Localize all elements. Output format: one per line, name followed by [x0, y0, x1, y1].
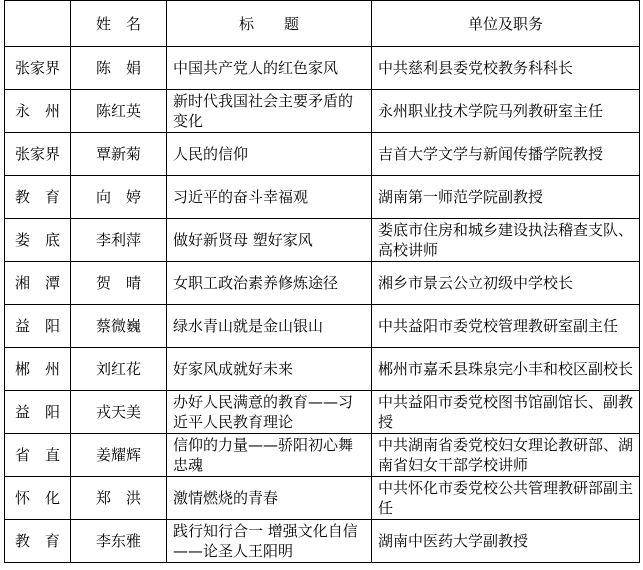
header-name: 姓 名 [71, 1, 167, 47]
cell-unit: 中共益阳市委党校图书馆副馆长、副教授 [372, 391, 640, 434]
lecturer-table [4, 0, 640, 563]
cell-title: 办好人民满意的教育——习近平人民教育理论 [167, 391, 372, 434]
table-row [5, 262, 640, 305]
cell-region: 郴 州 [5, 348, 71, 391]
cell-region: 永 州 [5, 90, 71, 133]
table-row [5, 133, 640, 176]
cell-name: 郑 洪 [71, 477, 167, 520]
cell-title: 激情燃烧的青春 [167, 477, 372, 520]
cell-unit: 中共湖南省委党校妇女理论教研部、湖南省妇女干部学校讲师 [372, 434, 640, 477]
table-row [5, 176, 640, 219]
cell-name: 贺 晴 [71, 262, 167, 305]
header-title: 标 题 [167, 1, 372, 47]
cell-region: 娄 底 [5, 219, 71, 262]
cell-region: 湘 潭 [5, 262, 71, 305]
cell-region: 益 阳 [5, 391, 71, 434]
table-row [5, 90, 640, 133]
header-unit: 单位及职务 [372, 1, 640, 47]
cell-unit: 湘乡市景云公立初级中学校长 [372, 262, 640, 305]
table-row [5, 434, 640, 477]
cell-region: 教 育 [5, 176, 71, 219]
cell-title: 新时代我国社会主要矛盾的变化 [167, 90, 372, 133]
cell-title: 绿水青山就是金山银山 [167, 305, 372, 348]
cell-unit: 娄底市住房和城乡建设执法稽查支队、高校讲师 [372, 219, 640, 262]
cell-title: 中国共产党人的红色家风 [167, 47, 372, 90]
cell-name: 刘红花 [71, 348, 167, 391]
cell-region: 益 阳 [5, 305, 71, 348]
cell-name: 向 婷 [71, 176, 167, 219]
cell-name: 姜耀辉 [71, 434, 167, 477]
table-row [5, 520, 640, 563]
cell-unit: 中共益阳市委党校管理教研室副主任 [372, 305, 640, 348]
cell-title: 信仰的力量——骄阳初心舞忠魂 [167, 434, 372, 477]
cell-unit: 永州职业技术学院马列教研室主任 [372, 90, 640, 133]
cell-region: 省 直 [5, 434, 71, 477]
cell-name: 李利萍 [71, 219, 167, 262]
cell-title: 女职工政治素养修炼途径 [167, 262, 372, 305]
header-region [5, 1, 71, 47]
table-row [5, 348, 640, 391]
cell-name: 蔡微巍 [71, 305, 167, 348]
header-row [5, 1, 640, 47]
cell-title: 践行知行合一 增强文化自信——论圣人王阳明 [167, 520, 372, 563]
cell-title: 习近平的奋斗幸福观 [167, 176, 372, 219]
cell-unit: 吉首大学文学与新闻传播学院教授 [372, 133, 640, 176]
cell-title: 好家风成就好未来 [167, 348, 372, 391]
table-row [5, 477, 640, 520]
cell-unit: 中共慈利县委党校教务科科长 [372, 47, 640, 90]
table-row [5, 305, 640, 348]
cell-region: 教 育 [5, 520, 71, 563]
cell-title: 做好新贤母 塑好家风 [167, 219, 372, 262]
cell-unit: 郴州市嘉禾县珠泉完小丰和校区副校长 [372, 348, 640, 391]
cell-unit: 中共怀化市委党校公共管理教研部副主任 [372, 477, 640, 520]
cell-title: 人民的信仰 [167, 133, 372, 176]
cell-name: 戎天美 [71, 391, 167, 434]
cell-name: 李东雅 [71, 520, 167, 563]
table-row [5, 219, 640, 262]
cell-unit: 湖南第一师范学院副教授 [372, 176, 640, 219]
table-row [5, 391, 640, 434]
cell-region: 张家界 [5, 47, 71, 90]
cell-region: 怀 化 [5, 477, 71, 520]
cell-name: 陈红英 [71, 90, 167, 133]
cell-region: 张家界 [5, 133, 71, 176]
table-row [5, 47, 640, 90]
cell-name: 覃新菊 [71, 133, 167, 176]
cell-unit: 湖南中医药大学副教授 [372, 520, 640, 563]
cell-name: 陈 娟 [71, 47, 167, 90]
